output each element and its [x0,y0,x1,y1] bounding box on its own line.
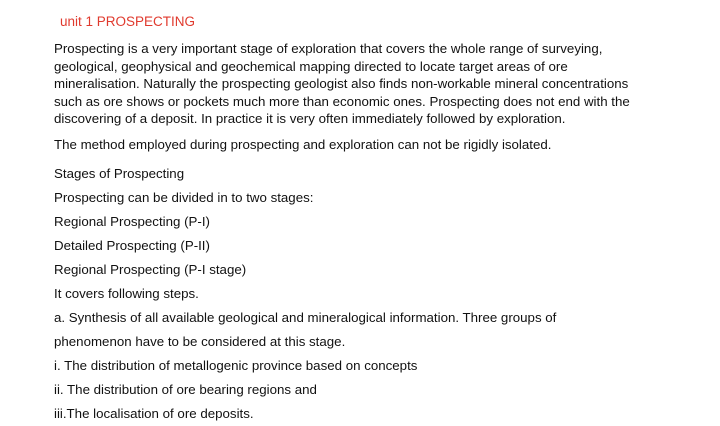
text-line: geological, geophysical and geochemical mapping directed to locate target areas of ore [54,58,568,74]
paragraph-method: The method employed during prospecting and exploration can not be rigidly isolated. [54,136,552,152]
list-item: i. The distribution of metallogenic province based on concepts [54,357,418,373]
list-item: Detailed Prospecting (P-II) [54,237,210,253]
text-line: such as ore shows or pockets much more than economic ones. Prospecting does not end with the [54,93,630,109]
slide-body [54,40,704,426]
list-item: Stages of Prospecting [54,165,185,181]
list-item: Regional Prospecting (P-I stage) [54,261,247,277]
stages-list [54,162,704,426]
slide-title: unit 1 PROSPECTING [60,14,196,29]
list-item: It covers following steps. [54,285,199,301]
list-item: Prospecting can be divided in to two stages: [54,189,314,205]
text-line: discovering of a deposit. In practice it is very often immediately followed by exploration. [54,111,566,127]
list-item: iii.The localisation of ore deposits. [54,405,254,421]
list-item: a. Synthesis of all available geological and mineralogical information. Three groups of [54,309,557,325]
list-item: Regional Prospecting (P-I) [54,213,210,229]
paragraph-intro [54,40,704,128]
list-item: ii. The distribution of ore bearing regions and [54,381,317,397]
text-line: mineralisation. Naturally the prospecting geologist also finds non-workable mineral concentrations [54,76,629,92]
text-line: Prospecting is a very important stage of exploration that covers the whole range of surveying, [54,41,603,56]
list-item: phenomenon have to be considered at this stage. [54,333,346,349]
